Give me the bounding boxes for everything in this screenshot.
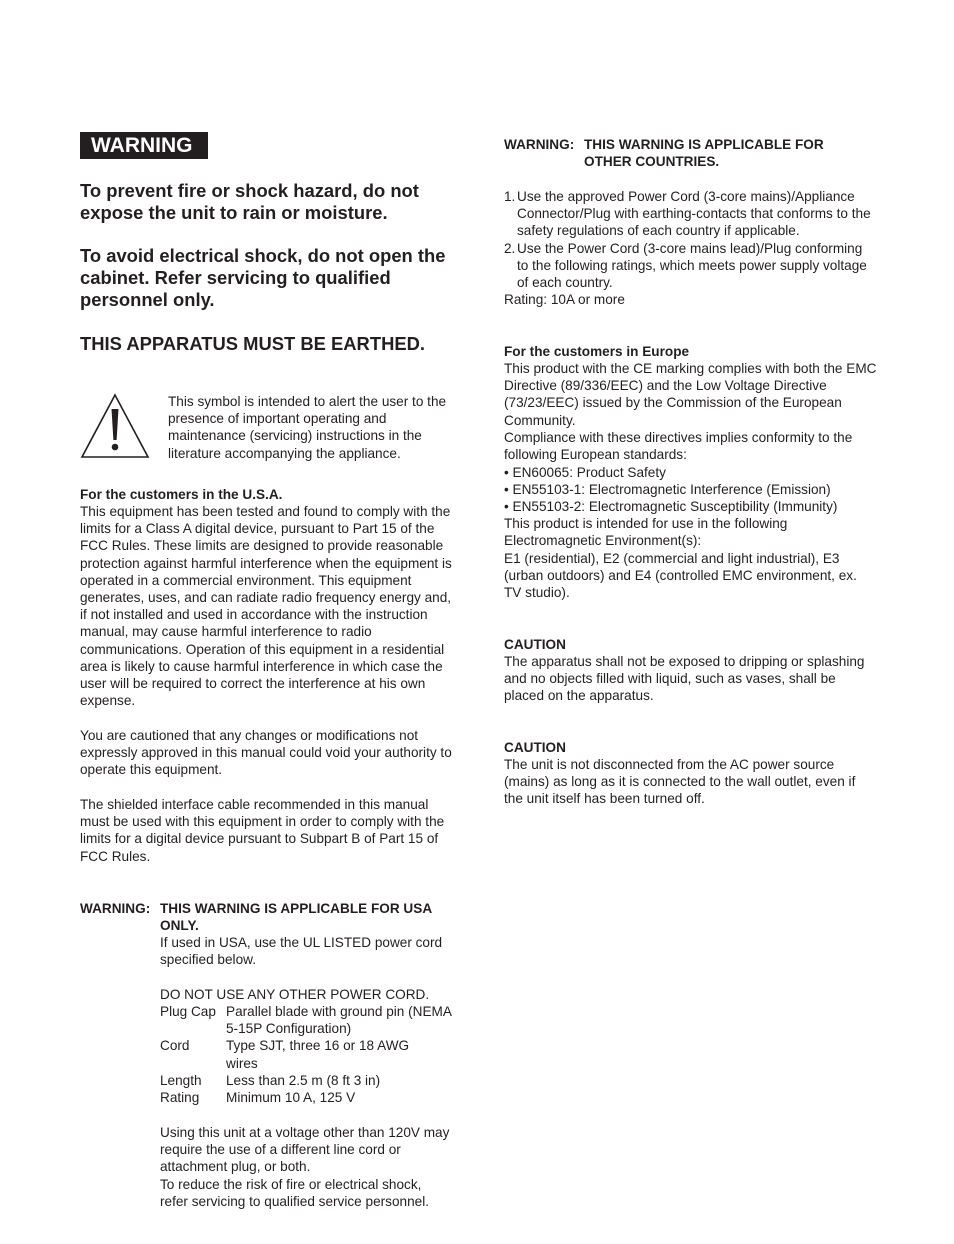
usa-fcc-paragraph: This equipment has been tested and found to comply with the limits for a Class A digital device, pursuant to Part 15 of the FCC Rules. These limits are designed to provide reasonable protection against harmful interference when the equipment is operated in a commercial environment. This equipment generates, uses, and can radiate radio frequency energy and, if not installed and used in accordance with the instruction manual, may cause harmful interference to radio communications. Operation of this equipment in a residential area is likely to cause harmful interference in which case the user will be required to correct the interference at his own expense. — [80, 504, 452, 709]
other-warning-label: WARNING: — [504, 137, 575, 152]
list-item: • EN60065: Product Safety — [504, 465, 666, 480]
spec-value: Parallel blade with ground pin (NEMA 5-15P Configuration) — [226, 1004, 452, 1037]
europe-section-title: For the customers in Europe — [504, 344, 690, 359]
power-cord-spec-table — [160, 1003, 460, 1106]
spec-key: Cord — [160, 1038, 190, 1054]
warning-triangle-icon — [80, 393, 150, 459]
usa-section-title: For the customers in the U.S.A. — [80, 487, 283, 502]
table-row — [160, 1089, 460, 1106]
europe-compliance-paragraph: Compliance with these directives implies conformity to the following European standards: — [504, 430, 853, 463]
earthed-headline: THIS APPARATUS MUST BE EARTHED. — [80, 333, 426, 354]
list-number: 2. — [504, 240, 516, 256]
caution-title: CAUTION — [504, 637, 566, 652]
list-number: 1. — [504, 189, 516, 204]
rating-text: Rating: 10A or more — [504, 292, 625, 307]
caution-title: CAUTION — [504, 740, 566, 755]
caution-disconnect-text: The unit is not disconnected from the AC power source (mains) as long as it is connected to the wall outlet, even if the unit itself has been turned off. — [504, 757, 856, 807]
table-row — [160, 1003, 460, 1037]
usa-servicing-note: To reduce the risk of fire or electrical shock, refer servicing to qualified service personnel. — [160, 1177, 429, 1210]
list-item — [504, 188, 876, 240]
europe-environment-paragraph: This product is intended for use in the following Electromagnetic Environment(s): — [504, 516, 788, 549]
spec-value: Less than 2.5 m (8 ft 3 in) — [226, 1072, 381, 1088]
usa-warning-text: If used in USA, use the UL LISTED power cord specified below. — [160, 935, 443, 968]
usa-modifications-paragraph: You are cautioned that any changes or modifications not expressly approved in this manual could void your authority to operate this equipment. — [80, 728, 452, 778]
list-text: Use the Power Cord (3-core mains lead)/Plug conforming to the following ratings, which meets power supply voltage of each country. — [517, 240, 867, 291]
europe-ce-paragraph: This product with the CE marking complies with both the EMC Directive (89/336/EEC) and the Low Voltage Directive (73/23/EEC) issued by the Commission of the European Community. — [504, 361, 877, 428]
usa-warning-label: WARNING: — [80, 901, 151, 916]
usa-voltage-note: Using this unit at a voltage other than 120V may require the use of a different line cord or attachment plug, or both. — [160, 1125, 450, 1175]
shock-headline: To avoid electrical shock, do not open the cabinet. Refer servicing to qualified personnel only. — [80, 245, 446, 310]
table-row — [160, 1072, 460, 1089]
caution-dripping-text: The apparatus shall not be exposed to dripping or splashing and no objects filled with liquid, such as vases, shall be placed on the apparatus. — [504, 654, 865, 704]
spec-key: Length — [160, 1072, 202, 1088]
usa-shielded-cable-paragraph: The shielded interface cable recommended in this manual must be used with this equipment in order to comply with the limits for a digital device pursuant to Subpart B of Part 15 of FCC Rules. — [80, 797, 445, 864]
list-item: • EN55103-2: Electromagnetic Susceptibility (Immunity) — [504, 499, 838, 515]
spec-value: Type SJT, three 16 or 18 AWG wires — [226, 1038, 410, 1071]
usa-warning-title: THIS WARNING IS APPLICABLE FOR USA ONLY. — [160, 901, 432, 934]
usa-warning-no-other-cord: DO NOT USE ANY OTHER POWER CORD. — [160, 987, 430, 1002]
symbol-description: This symbol is intended to alert the user to the presence of important operating and maintenance (servicing) instructions in the literature accompanying the appliance. — [168, 394, 447, 461]
other-warning-title: THIS WARNING IS APPLICABLE FOR OTHER COUNTRIES. — [584, 137, 824, 170]
spec-key: Rating — [160, 1090, 200, 1106]
warning-badge: WARNING — [80, 132, 208, 159]
table-row — [160, 1037, 460, 1071]
list-text: Use the approved Power Cord (3-core mains)/Appliance Connector/Plug with earthing-contacts that conforms to the safety regulations of each country if applicable. — [517, 189, 871, 239]
list-item: • EN55103-1: Electromagnetic Interference (Emission) — [504, 482, 831, 498]
europe-environment-list: E1 (residential), E2 (commercial and light industrial), E3 (urban outdoors) and E4 (controlled EMC environment, ex. TV studio). — [504, 551, 857, 601]
spec-key: Plug Cap — [160, 1004, 216, 1019]
other-countries-list — [504, 188, 876, 291]
list-item — [504, 240, 876, 292]
spec-value: Minimum 10 A, 125 V — [226, 1090, 356, 1106]
fire-hazard-headline: To prevent fire or shock hazard, do not expose the unit to rain or moisture. — [80, 180, 419, 223]
standards-list — [504, 464, 876, 516]
